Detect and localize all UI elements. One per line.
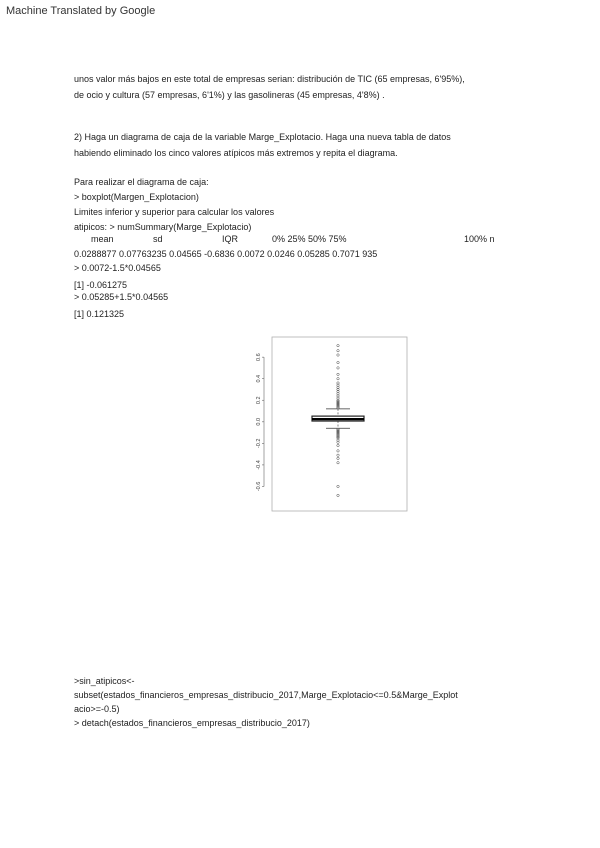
outlier-point xyxy=(337,378,339,380)
outlier-point xyxy=(337,462,339,464)
code-line: Limites inferior y superior para calcular los valores xyxy=(74,207,275,217)
y-tick-label: 0.6 xyxy=(256,353,262,361)
y-axis xyxy=(256,353,264,491)
outlier-point xyxy=(337,457,339,459)
summary-header-percentiles: 0% 25% 50% 75% xyxy=(272,234,347,244)
summary-header-sd: sd xyxy=(153,234,163,244)
outlier-point xyxy=(337,349,339,351)
y-tick-label: 0.0 xyxy=(256,417,262,426)
code-line: >sin_atipicos<- xyxy=(74,676,135,686)
machine-translation-banner: Machine Translated by Google xyxy=(6,5,156,17)
outlier-point xyxy=(337,354,339,356)
code-line: > 0.05285+1.5*0.04565 xyxy=(74,292,169,302)
outlier-point xyxy=(337,494,339,496)
question-line: habiendo eliminado los cinco valores atípicos más extremos y repita el diagrama. xyxy=(74,148,398,158)
y-tick-label: 0.2 xyxy=(256,396,262,405)
outlier-point xyxy=(337,485,339,487)
summary-header-last: 100% n xyxy=(464,234,495,244)
result-line: [1] 0.121325 xyxy=(74,309,125,319)
y-tick-label: 0.4 xyxy=(256,374,262,383)
y-tick-label: -0.6 xyxy=(256,481,262,492)
code-line: Para realizar el diagrama de caja: xyxy=(74,177,209,187)
paragraph-line: de ocio y cultura (57 empresas, 6'1%) y las gasolineras (45 empresas, 4'8%) . xyxy=(74,90,385,100)
outlier-point xyxy=(337,361,339,363)
y-tick-label: -0.4 xyxy=(256,460,262,470)
outlier-point xyxy=(337,373,339,375)
code-line: acio>=-0.5) xyxy=(74,704,120,714)
summary-header-mean: mean xyxy=(91,234,114,244)
outlier-point xyxy=(337,450,339,452)
result-line: [1] -0.061275 xyxy=(74,280,128,290)
code-line: > detach(estados_financieros_empresas_distribucio_2017) xyxy=(74,718,310,728)
code-line: > boxplot(Margen_Explotacion) xyxy=(74,192,199,202)
outlier-point xyxy=(337,367,339,369)
outlier-point xyxy=(337,454,339,456)
paragraph-line: unos valor más bajos en este total de empresas serian: distribución de TIC (65 empresas, 6'95%), xyxy=(74,74,465,84)
y-tick-label: -0.2 xyxy=(256,438,262,449)
plot-frame xyxy=(272,337,407,511)
code-line: atipicos: > numSummary(Marge_Explotacio) xyxy=(74,222,252,232)
boxplot-chart xyxy=(252,336,408,512)
code-line: > 0.0072-1.5*0.04565 xyxy=(74,263,161,273)
code-line: subset(estados_financieros_empresas_distribucio_2017,Marge_Explotacio<=0.5&Marge_Explot xyxy=(74,690,458,700)
question-line: 2) Haga un diagrama de caja de la variable Marge_Explotacio. Haga una nueva tabla de datos xyxy=(74,132,451,142)
summary-header-iqr: IQR xyxy=(222,234,239,244)
summary-values: 0.0288877 0.07763235 0.04565 -0.6836 0.0072 0.0246 0.05285 0.7071 935 xyxy=(74,249,378,259)
box-group xyxy=(312,409,364,428)
outlier-point xyxy=(337,444,339,446)
outlier-point xyxy=(337,344,339,346)
